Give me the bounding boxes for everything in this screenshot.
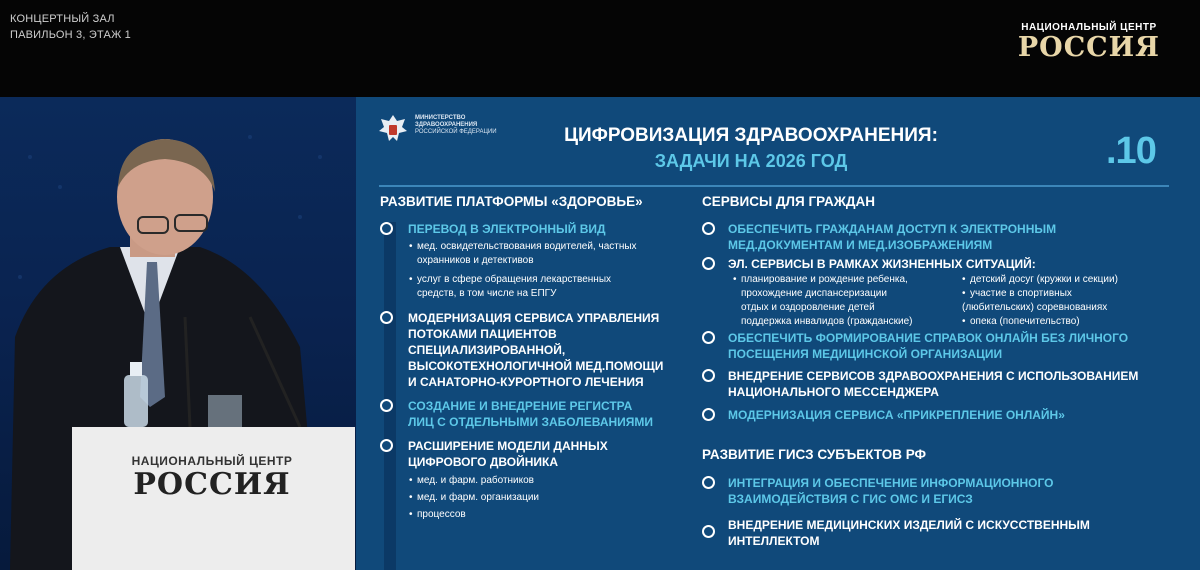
podium-logo: [72, 454, 352, 502]
ministry-block: [377, 111, 512, 147]
right-item-2-sub-b-1: • детский досуг (кружки и секции): [970, 273, 1118, 287]
stage-area: [0, 97, 356, 570]
right-item-6-line-2: ВЗАИМОДЕЙСТВИЯ С ГИС ОМС И ЕГИСЗ: [728, 492, 973, 506]
right-column-heading: СЕРВИСЫ ДЛЯ ГРАЖДАН: [702, 194, 876, 209]
brand-logo: [1018, 22, 1160, 63]
left-item-2-line-3: СПЕЦИАЛИЗИРОВАННОЙ,: [408, 343, 566, 357]
bullet-circle-icon: [380, 311, 393, 324]
right-item-3-line-1: ОБЕСПЕЧИТЬ ФОРМИРОВАНИЕ СПРАВОК ОНЛАЙН БЕЗ ЛИЧНОГО: [728, 331, 1129, 345]
left-item-1-sub-2-line-1: • услуг в сфере обращения лекарственных: [417, 274, 612, 285]
left-column-heading: РАЗВИТИЕ ПЛАТФОРМЫ «ЗДОРОВЬЕ»: [380, 194, 643, 209]
slide-subtitle: ЗАДАЧИ НА 2026 ГОД: [654, 151, 848, 171]
right-item-7: [728, 517, 1090, 549]
bullet-circle-icon: [702, 525, 715, 538]
left-item-4: [408, 438, 608, 470]
right-item-2-sub-b-2: [962, 287, 1108, 315]
left-item-3: [408, 398, 653, 430]
left-item-2-line-2: ПОТОКАМИ ПАЦИЕНТОВ: [408, 327, 557, 341]
left-item-1-sub-2-line-2: средств, в том числе на ЕПГУ: [417, 288, 557, 299]
left-item-1-sub-1: [417, 240, 637, 268]
podium-logo-small: НАЦИОНАЛЬНЫЙ ЦЕНТР: [131, 454, 293, 468]
right-item-5: [728, 407, 1065, 423]
right-item-6: [728, 475, 1053, 507]
right-item-2-sub-b-2-line-2: (любительских) соревнованиях: [962, 302, 1108, 313]
right-item-7-line-1: ВНЕДРЕНИЕ МЕДИЦИНСКИХ ИЗДЕЛИЙ С ИСКУССТВЕННЫМ: [728, 518, 1090, 532]
left-item-4-sub-1: • мед. и фарм. работников: [417, 474, 534, 488]
slide-number: .10: [1106, 130, 1156, 172]
left-item-3-line-2: ЛИЦ С ОТДЕЛЬНЫМИ ЗАБОЛЕВАНИЯМИ: [408, 415, 654, 429]
brand-logo-big: РОССИЯ: [1017, 32, 1160, 63]
left-item-4-sub-3: • процессов: [417, 508, 466, 522]
ministry-line-2: ЗДРАВООХРАНЕНИЯ: [415, 122, 478, 128]
left-item-4-line-1: РАСШИРЕНИЕ МОДЕЛИ ДАННЫХ: [408, 439, 608, 453]
left-item-1-line-1: ПЕРЕВОД В ЭЛЕКТРОННЫЙ ВИД: [408, 222, 606, 236]
top-bar: [0, 0, 1200, 97]
left-item-2-line-1: МОДЕРНИЗАЦИЯ СЕРВИСА УПРАВЛЕНИЯ: [408, 311, 660, 325]
right-item-2-sub-a-3: отдых и оздоровление детей: [741, 302, 875, 313]
right-column-heading-2: РАЗВИТИЕ ГИСЗ СУБЪЕКТОВ РФ: [702, 447, 927, 462]
title-divider: [379, 185, 1169, 187]
right-item-2: [728, 256, 1036, 272]
bullet-circle-icon: [380, 439, 393, 452]
bullet-circle-icon: [702, 257, 715, 270]
slide-title: ЦИФРОВИЗАЦИЯ ЗДРАВООХРАНЕНИЯ:: [564, 125, 938, 146]
right-item-7-line-2: ИНТЕЛЛЕКТОМ: [728, 534, 820, 548]
left-item-2-line-4: ВЫСОКОТЕХНОЛОГИЧНОЙ МЕД.ПОМОЩИ: [408, 359, 664, 373]
left-item-2: [408, 310, 663, 390]
left-item-4-sub-2: • мед. и фарм. организации: [417, 491, 539, 505]
bullet-circle-icon: [702, 369, 715, 382]
presentation-slide: [356, 97, 1200, 570]
bullet-circle-icon: [702, 331, 715, 344]
right-item-2-sub-a-4: поддержка инвалидов (гражданские): [741, 316, 913, 327]
ministry-line-3: РОССИЙСКОЙ ФЕДЕРАЦИИ: [415, 129, 497, 135]
left-item-1-sub-1-line-2: охранников и детективов: [417, 255, 534, 266]
left-item-1-sub-2: [417, 273, 611, 301]
timeline-bar: [384, 222, 396, 570]
right-item-2-sub-a-1: • планирование и рождение ребенка,: [741, 274, 908, 285]
bullet-circle-icon: [702, 408, 715, 421]
right-item-2-line-1: ЭЛ. СЕРВИСЫ В РАМКАХ ЖИЗНЕННЫХ СИТУАЦИЙ:: [728, 257, 1036, 271]
left-item-3-line-1: СОЗДАНИЕ И ВНЕДРЕНИЕ РЕГИСТРА: [408, 399, 633, 413]
right-item-4-line-1: ВНЕДРЕНИЕ СЕРВИСОВ ЗДРАВООХРАНЕНИЯ С ИСПОЛЬЗОВАНИЕМ: [728, 369, 1139, 383]
bullet-circle-icon: [702, 476, 715, 489]
podium-logo-big: РОССИЯ: [133, 467, 291, 502]
left-item-1: [408, 221, 606, 237]
left-item-2-line-5: И САНАТОРНО-КУРОРТНОГО ЛЕЧЕНИЯ: [408, 375, 644, 389]
right-item-2-sub-a-2: прохождение диспансеризации: [741, 288, 887, 299]
right-item-1-line-2: МЕД.ДОКУМЕНТАМ И МЕД.ИЗОБРАЖЕНИЯМ: [728, 238, 993, 252]
bullet-circle-icon: [380, 222, 393, 235]
right-item-4-line-2: НАЦИОНАЛЬНОГО МЕССЕНДЖЕРА: [728, 385, 939, 399]
right-item-2-sub-b-2-line-1: • участие в спортивных: [970, 288, 1072, 299]
brand-logo-small: НАЦИОНАЛЬНЫЙ ЦЕНТР: [1021, 22, 1157, 33]
venue-line-2: ПАВИЛЬОН 3, ЭТАЖ 1: [10, 29, 131, 41]
right-item-2-subs-a: [741, 273, 913, 329]
right-item-3: [728, 330, 1128, 362]
right-item-2-sub-b-3: • опека (попечительство): [970, 315, 1080, 329]
left-item-4-line-2: ЦИФРОВОГО ДВОЙНИКА: [408, 455, 558, 469]
right-item-4: [728, 368, 1138, 400]
right-item-1-line-1: ОБЕСПЕЧИТЬ ГРАЖДАНАМ ДОСТУП К ЭЛЕКТРОННЫМ: [728, 222, 1057, 236]
right-item-1: [728, 221, 1056, 253]
left-item-1-sub-1-line-1: • мед. освидетельствования водителей, частных: [417, 241, 637, 252]
right-item-3-line-2: ПОСЕЩЕНИЯ МЕДИЦИНСКОЙ ОРГАНИЗАЦИИ: [728, 347, 1003, 361]
ministry-line-1: МИНИСТЕРСТВО: [415, 115, 466, 121]
right-item-6-line-1: ИНТЕГРАЦИЯ И ОБЕСПЕЧЕНИЕ ИНФОРМАЦИОННОГО: [728, 476, 1054, 490]
right-item-5-line-1: МОДЕРНИЗАЦИЯ СЕРВИСА «ПРИКРЕПЛЕНИЕ ОНЛАЙН»: [728, 408, 1065, 422]
eagle-emblem-icon: [377, 111, 409, 145]
venue-line-1: КОНЦЕРТНЫЙ ЗАЛ: [10, 13, 115, 25]
ministry-name: [415, 115, 497, 136]
venue-caption: [10, 11, 131, 43]
bullet-circle-icon: [380, 399, 393, 412]
bullet-circle-icon: [702, 222, 715, 235]
